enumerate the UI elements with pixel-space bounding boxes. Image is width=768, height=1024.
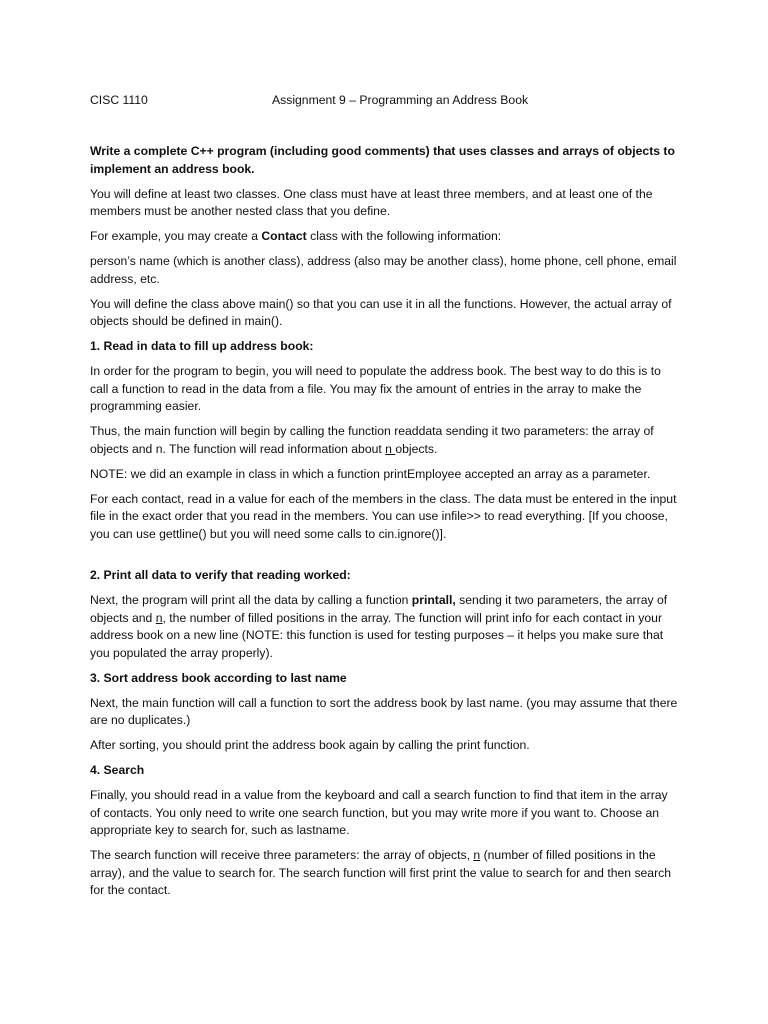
section3-paragraph-2: After sorting, you should print the address book again by calling the print function. [90, 738, 530, 752]
section2-paragraph [90, 592, 680, 662]
section4-paragraph-1: Finally, you should read in a value from the keyboard and call a search function to find that item in the array of contacts. You only need to write one search function, but you may write more if you want to. Choose an appropriate key to search for, such as lastname. [90, 788, 668, 837]
intro-paragraph: Write a complete C++ program (including good comments) that uses classes and arrays of objects to implement an address book. [90, 144, 675, 176]
readdata-text-a: Thus, the main function will begin by calling the function [90, 424, 395, 438]
assignment-body [90, 143, 680, 907]
readdata-text-c: sending it two parameters: the array of objects and n. The function will read information about [90, 424, 654, 456]
example-paragraph [90, 228, 680, 246]
n-underlined: n [473, 848, 481, 862]
example-text: For example, you may create a [90, 229, 262, 243]
printall-text-a: Next, the program will print all the data by calling a function [90, 593, 412, 607]
readdata-text-e: objects. [395, 441, 438, 456]
section1-paragraph-4: For each contact, read in a value for each of the members in the class. The data must be entered in the input file in the exact order that you read in the members. You can use infile>> to read everything. [If you choose, you can use gettline() but you will need some calls to cin.ignore()]. [90, 491, 677, 541]
search-text-a: The search function will receive three parameters: the array of objects, [90, 848, 474, 862]
contact-class-name: Contact [261, 229, 307, 243]
section1-note: NOTE: we did an example in class in which a function printEmployee accepted an array as a parameter. [90, 466, 651, 481]
printall-function-name: printall, [411, 593, 456, 607]
section4-paragraph-2 [90, 847, 680, 900]
n-underlined: n [155, 610, 163, 625]
section1-heading: 1. Read in data to fill up address book: [90, 339, 314, 353]
assignment-title: Assignment 9 – Programming an Address Book [272, 93, 529, 107]
n-underlined: n [385, 441, 396, 456]
section4-heading: 4. Search [90, 763, 145, 777]
example-text-end: class with the following information: [306, 229, 502, 243]
main-definition-note: You will define the class above main() so that you can use it in all the functions. However, the actual array of objects should be defined in main(). [90, 296, 672, 328]
section2-heading: 2. Print all data to verify that reading worked: [90, 568, 351, 582]
search-text-c: (number of filled positions in the array), and the value to search for. The search function will first print the value to search for and then search for the contact. [90, 848, 672, 897]
section1-paragraph-1: In order for the program to begin, you will need to populate the address book. The best way to do this is to call a function to read in the data from a file. You may fix the amount of entries in the array to make the programming easier. [90, 364, 661, 413]
section3-heading: 3. Sort address book according to last name [90, 670, 347, 685]
contact-fields: person’s name (which is another class), address (also may be another class), home phone, cell phone, email address, etc. [90, 254, 677, 286]
section3-paragraph-1: Next, the main function will call a function to sort the address book by last name. (you may assume that there are no duplicates.) [90, 695, 678, 727]
course-code: CISC 1110 [90, 93, 148, 107]
section1-paragraph-2 [90, 423, 680, 458]
header-row [90, 93, 678, 111]
classes-requirement: You will define at least two classes. One class must have at least three members, and at least one of the members must be another nested class that you define. [90, 186, 653, 218]
printall-text-c: sending it two parameters, the array of objects and [90, 593, 668, 625]
readdata-function-name: readdata [394, 424, 443, 438]
printall-text-e: , the number of filled positions in the array. The function will print info for each contact in your address book on a new line (NOTE: this function is used for testing purposes – it helps you make sure that you populated the array properly). [90, 610, 664, 660]
